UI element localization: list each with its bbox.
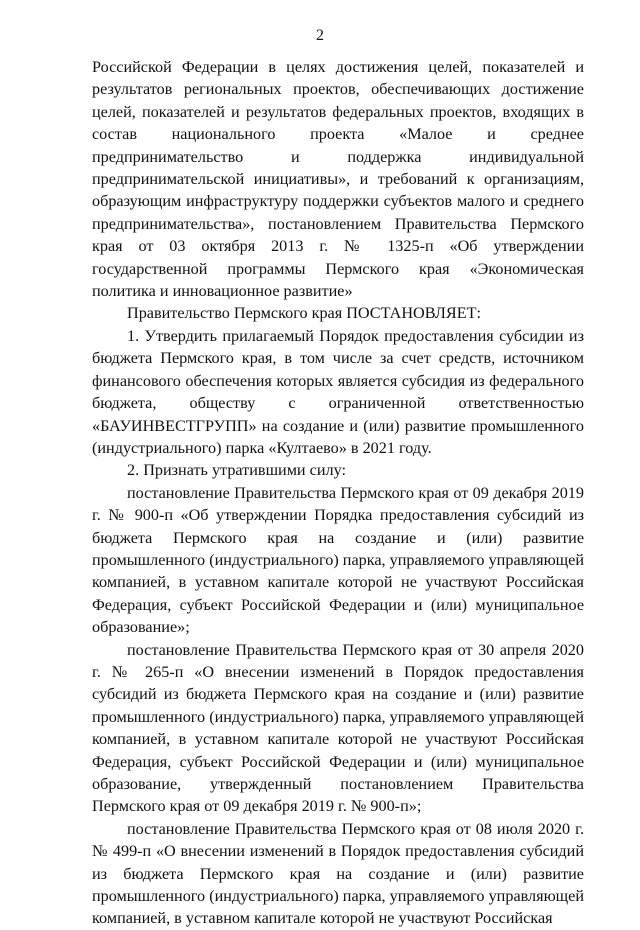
document-body (92, 56, 584, 930)
paragraph-repealed-act-1: постановление Правительства Пермского края от 09 декабря 2019 г. № 900-п «Об утверждении Порядка предоставления субсидий из бюджета Пермского края на создание и (или) развитие промышленного (индустриального) парка, управляемого управляющей компанией, в уставном капитале которой не участвуют Российская Федерация, субъект Российской Федерации и (или) муниципальное образование»; (92, 483, 584, 637)
paragraph-repealed-act-3: постановление Правительства Пермского края от 08 июля 2020 г. № 499-п «О внесении изменений в Порядок предоставления субсидий из бюджета Пермского края на создание и (или) развитие промышленного (индустриального) парка, управляемого управляющей компанией, в уставном капитале которой не участвуют Российская (92, 819, 584, 928)
paragraph-preamble: Российской Федерации в целях достижения целей, показателей и результатов региональных проектов, обеспечивающих достижение целей, показателей и результатов федеральных проектов, входящих в состав национального проекта «Малое и среднее предпринимательство и поддержка индивидуальной предпринимательской инициативы», и требований к организациям, образующим инфраструктуру поддержки субъектов малого и среднего предпринимательства», постановлением Правительства Пермского края от 03 октября 2013 г. № 1325-п «Об утверждении государственной программы Пермского края «Экономическая политика и инновационное развитие» (92, 58, 584, 301)
paragraph-repealed-act-2: постановление Правительства Пермского края от 30 апреля 2020 г. № 265-п «О внесении изменений в Порядок предоставления субсидий из бюджета Пермского края на создание и (или) развитие промышленного (индустриального) парка, управляемого управляющей компанией, в уставном капитале которой не участвуют Российская Федерация, субъект Российской Федерации и (или) муниципальное образование, утвержденный постановлением Правительства Пермского края от 09 декабря 2019 г. № 900-п»; (92, 640, 584, 816)
paragraph-item-2: 2. Признать утратившими силу: (127, 461, 346, 480)
page-number: 2 (316, 27, 324, 44)
paragraph-item-1: 1. Утвердить прилагаемый Порядок предоставления субсидии из бюджета Пермского края, в том числе за счет средств, источником финансового обеспечения которых является субсидия из федерального бюджета, обществу с ограниченной ответственностью «БАУИНВЕСТГРУПП» на создание и (или) развитие промышленного (индустриального) парка «Култаево» в 2021 году. (92, 326, 584, 457)
paragraph-resolution-heading: Правительство Пермского края ПОСТАНОВЛЯЕТ: (127, 304, 481, 323)
